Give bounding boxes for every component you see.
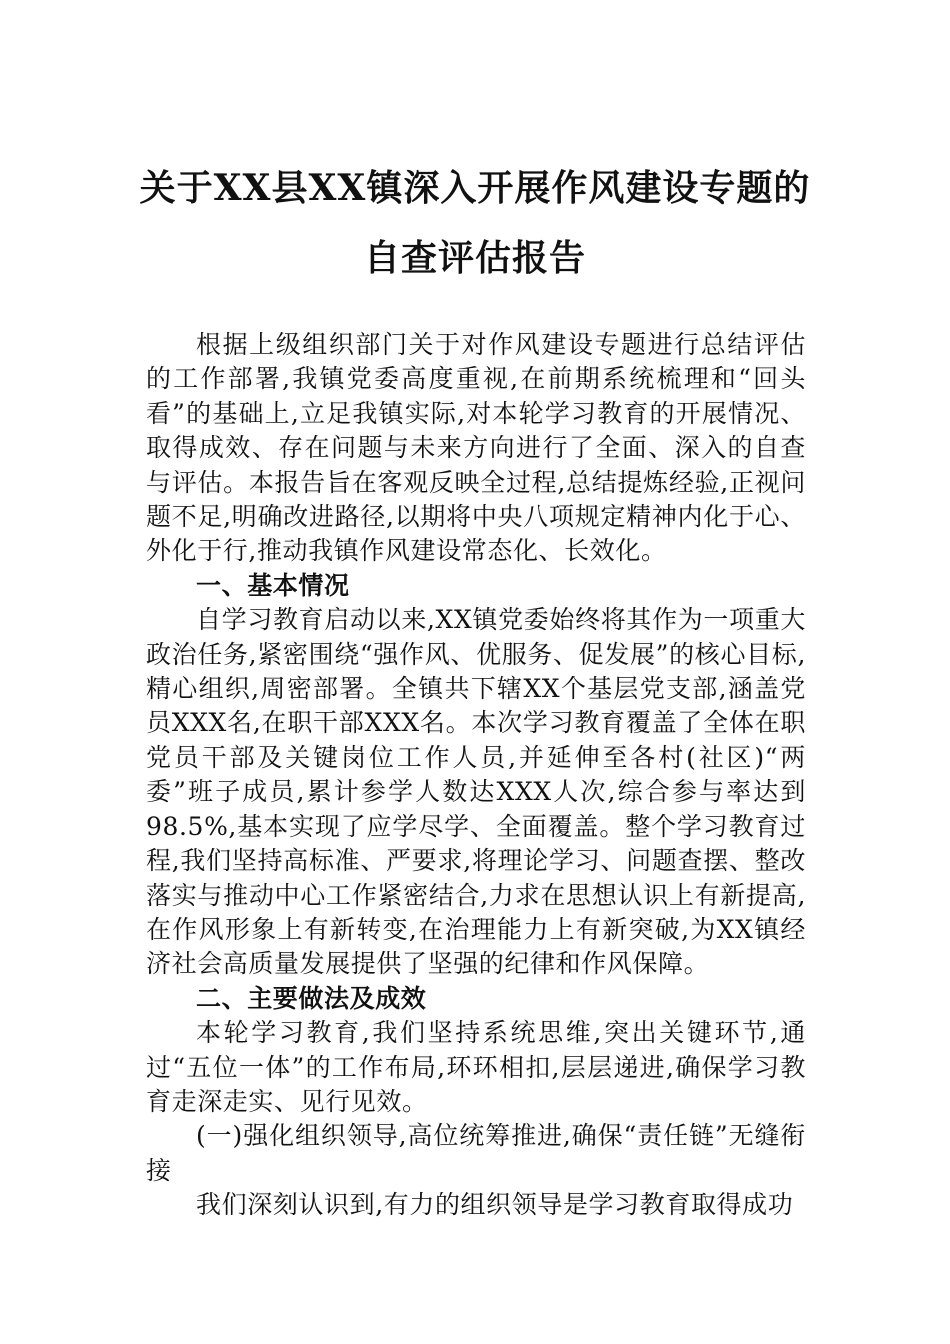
document-title-line1: 关于XX县XX镇深入开展作风建设专题的 xyxy=(139,167,811,209)
leadership-paragraph: 我们深刻认识到,有力的组织领导是学习教育取得成功 xyxy=(196,1190,794,1220)
intro-paragraph: 根据上级组织部门关于对作风建设专题进行总结评估的工作部署,我镇党委高度重视,在前期系统梳理和“回头看”的基础上,立足我镇实际,对本轮学习教育的开展情况、取得成效、存在问题与未来方向进行了全面、深入的自查与评估。本报告旨在客观反映全过程,总结提炼经验,正视问题不足,明确改进路径,以期将中央八项规定精神内化于心、外化于行,推动我镇作风建设常态化、长效化。 xyxy=(146,330,806,566)
practices-paragraph: 本轮学习教育,我们坚持系统思维,突出关键环节,通过“五位一体”的工作布局,环环相扣,层层递进,确保学习教育走深走实、见行见效。 xyxy=(146,1018,806,1116)
subsection-heading-leadership: (一)强化组织领导,高位统筹推进,确保“责任链”无缝衔接 xyxy=(146,1121,806,1185)
document-title-line2: 自查评估报告 xyxy=(363,237,586,279)
basic-info-paragraph: 自学习教育启动以来,XX镇党委始终将其作为一项重大政治任务,紧密围绕“强作风、优服务、促发展”的核心目标,精心组织,周密部署。全镇共下辖XX个基层党支部,涵盖党员XXX名,在职干部XXX名。本次学习教育覆盖了全体在职党员干部及关键岗位工作人员,并延伸至各村(社区)“两委”班子成员,累计参学人数达XXX人次,综合参与率达到98.5%,基本实现了应学尽学、全面覆盖。整个学习教育过程,我们坚持高标准、严要求,将理论学习、问题查摆、整改落实与推动中心工作紧密结合,力求在思想认识上有新提高,在作风形象上有新转变,在治理能力上有新突破,为XX镇经济社会高质量发展提供了坚强的纪律和作风保障。 xyxy=(146,605,806,979)
section-heading-basic: 一、基本情况 xyxy=(196,570,350,600)
section-heading-practices: 二、主要做法及成效 xyxy=(196,983,427,1013)
document-body xyxy=(146,328,806,1223)
